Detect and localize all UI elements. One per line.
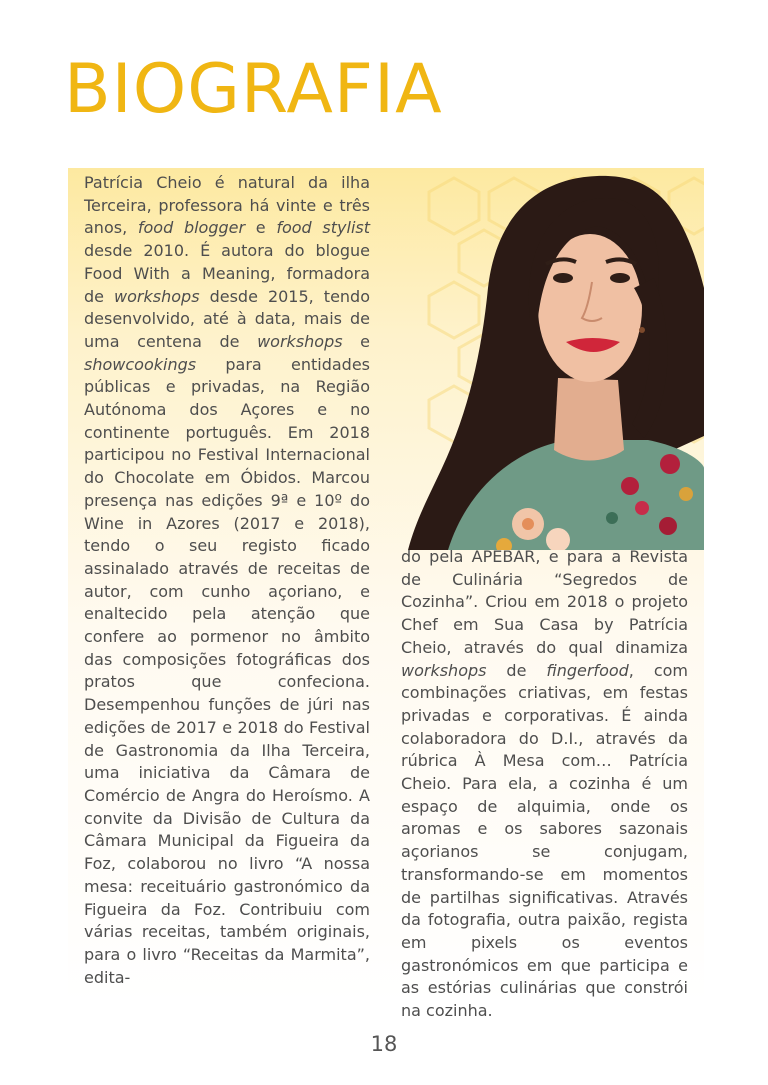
portrait-photo: [408, 168, 704, 550]
biography-text-left: Patrícia Cheio é natural da ilha Terceira, professora há vinte e três anos, food blogger e food stylist desde 2010. É autora do blogue Food With a Meaning, formadora de workshops desde 2015, tendo desenvolvido, até à data, mais de uma centena de workshops e showcookings para entidades públicas e privadas, na Região Autónoma dos Açores e no continente português. Em 2018 participou no Festival Internacional do Chocolate em Óbidos. Marcou presença nas edições 9ª e 10º do Wine in Azores (2017 e 2018), tendo o seu registo ficado assinalado através de receitas de autor, com cunho açoriano, e enaltecido pela atenção que confere ao pormenor no âmbito das composições fotográficas dos pratos que confeciona. Desempenhou funções de júri nas edições de 2017 e 2018 do Festival de Gastronomia da Ilha Terceira, uma iniciativa da Câmara de Comércio de Angra do Heroísmo. A convite da Divisão de Cultura da Câmara Municipal da Figueira da Foz, colaborou no livro “A nossa mesa: receituário gastronómico da Figueira da Foz. Contribuiu com várias receitas, também originais, para o livro “Receitas da Marmita”, edita-: [84, 173, 370, 987]
page-title: BIOGRAFIA: [64, 50, 443, 129]
biography-panel: [68, 168, 704, 1021]
biography-text-right: do pela APEBAR, e para a Revista de Culinária “Segredos de Cozinha”. Criou em 2018 o projeto Chef em Sua Casa by Patrícia Cheio, através do qual dinamiza workshops de fingerfood, com combinações criativas, em festas privadas e corporativas. É ainda colaboradora do D.I., através da rúbrica À Mesa com… Patrícia Cheio. Para ela, a cozinha é um espaço de alquimia, onde os aromas e os sabores sazonais açorianos se conjugam, transformando-se em momentos de partilhas significativas. Através da fotografia, outra paixão, regista em pixels os eventos gastronómicos em que participa e as estórias culinárias que constrói na cozinha.: [401, 547, 688, 1021]
page-number: 18: [370, 1032, 398, 1056]
